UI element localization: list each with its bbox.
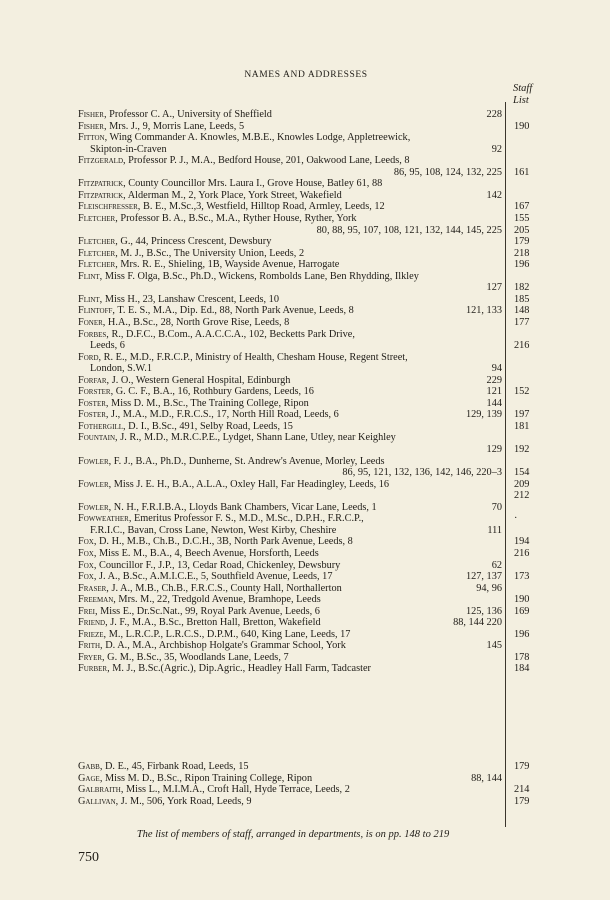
surname: Forster, xyxy=(78,386,114,398)
entry-line xyxy=(78,259,504,271)
surname: Fox, xyxy=(78,547,97,559)
staff-list-page: 216 xyxy=(514,340,530,351)
surname: Fletcher, xyxy=(78,213,118,224)
entry-line xyxy=(78,560,504,572)
entry-line xyxy=(78,761,504,773)
entry-text: Professor P. J., M.A., Bedford House, 201, Oakwood Lane, Leeds, 8 xyxy=(125,155,410,167)
entry-text: Professor B. A., B.Sc., M.A., Ryther House, Ryther, York xyxy=(117,213,357,224)
surname: Foster, xyxy=(78,397,109,409)
surname: Fitzgerald, xyxy=(78,155,126,167)
entry-text: Mrs. J., 9, Morris Lane, Leeds, 5 xyxy=(106,120,245,132)
staff-list-page: 216 xyxy=(514,547,530,559)
entry-line xyxy=(78,444,504,456)
page-references: 127 xyxy=(486,282,502,294)
entry-line xyxy=(78,796,504,808)
entry-text: G. M., B.Sc., 35, Woodlands Lane, Leeds, 7 xyxy=(104,651,289,663)
entry-text: Miss D. M., B.Sc., The Training College, Ripon xyxy=(108,397,309,409)
surname: Gage, xyxy=(78,772,103,784)
entry-line xyxy=(78,663,504,675)
staff-list-page: 169 xyxy=(514,605,530,617)
entry-text: Miss J. E. H., B.A., A.L.A., Oxley Hall, Far Headingley, Leeds, 16 xyxy=(111,478,390,490)
staff-list-page: 161 xyxy=(514,166,530,178)
entry-line xyxy=(78,571,504,583)
entry-line xyxy=(78,398,504,410)
surname: Frieze, xyxy=(78,628,107,640)
entry-line xyxy=(78,109,504,121)
footnote: The list of members of staff, arranged in departments, is on pp. 148 to 219 xyxy=(136,829,450,840)
entry-text: R., D.F.C., B.Com., A.A.C.C.A., 102, Becketts Park Drive, xyxy=(108,328,355,340)
staff-list-page: 185 xyxy=(514,293,530,305)
surname: Fowler, xyxy=(78,478,112,490)
surname: Furber, xyxy=(78,663,110,675)
entry-line xyxy=(78,606,504,618)
page-references: 145 xyxy=(486,640,502,652)
staff-list-page: 218 xyxy=(514,247,530,259)
staff-list-page: 184 xyxy=(514,663,530,675)
staff-list-page: 205 xyxy=(514,224,530,236)
staff-list-page: · xyxy=(514,513,518,525)
entry-text: R. E., M.D., F.R.C.P., Ministry of Health, Chesham House, Regent Street, xyxy=(101,351,408,363)
entry-text: M. J., B.Sc., The University Union, Leeds, 2 xyxy=(117,247,305,259)
surname: Fox, xyxy=(78,559,97,571)
staff-list-page: 154 xyxy=(514,467,530,479)
surname: Fisher, xyxy=(78,120,107,132)
page-references: 125, 136 xyxy=(465,605,502,617)
entry-text: Miss L., M.I.M.A., Croft Hall, Hyde Terrace, Leeds, 2 xyxy=(123,784,350,795)
entry-text: Miss F. Olga, B.Sc., Ph.D., Wickens, Rombolds Lane, Ben Rhydding, Ilkley xyxy=(102,270,419,282)
entry-text: J. A., B.Sc., A.M.I.C.E., 5, Southfield Avenue, Leeds, 17 xyxy=(96,571,333,582)
entry-line xyxy=(78,432,504,444)
surname: Flint, xyxy=(78,293,103,305)
staff-list-page: 182 xyxy=(514,282,530,294)
surname: Fletcher, xyxy=(78,259,118,271)
entry-line xyxy=(78,548,504,560)
entry-text: F. J., B.A., Ph.D., Dunherne, St. Andrew's Avenue, Morley, Leeds xyxy=(111,455,385,467)
page-references: 88, 144 220 xyxy=(453,617,502,629)
staff-list-page: 155 xyxy=(514,213,530,224)
entry-line xyxy=(78,456,504,468)
page-references: 129 xyxy=(486,444,502,455)
surname: Foner, xyxy=(78,316,106,328)
entry-line xyxy=(78,629,504,641)
entry-text: T. E. S., M.A., Dip. Ed., 88, North Park Avenue, Leeds, 8 xyxy=(114,305,354,317)
staff-list-page: 181 xyxy=(514,420,530,432)
entry-text: M. J., B.Sc.(Agric.), Dip.Agric., Headley Hall Farm, Tadcaster xyxy=(109,663,371,675)
entry-text: J. A., M.B., Ch.B., F.R.C.S., County Hall, Northallerton xyxy=(108,582,342,594)
entry-text: F.R.I.C., Bavan, Cross Lane, Newton, West Kirby, Cheshire xyxy=(90,524,337,536)
surname: Foster, xyxy=(78,409,109,421)
entry-line xyxy=(78,305,504,317)
entry-text: Leeds, 6 xyxy=(90,340,125,351)
surname: Frei, xyxy=(78,605,98,617)
staff-header-line-2: List xyxy=(513,95,529,106)
surname: Flintoff, xyxy=(78,305,115,317)
entry-text: Alderman M., 2, York Place, York Street, Wakefield xyxy=(125,189,342,201)
staff-list-page: 196 xyxy=(514,628,530,640)
entry-line xyxy=(90,144,504,156)
entry-line xyxy=(78,386,504,398)
entry-line xyxy=(78,132,504,144)
entry-text: N. H., F.R.I.B.A., Lloyds Bank Chambers, Vicar Lane, Leeds, 1 xyxy=(111,501,377,513)
surname: Fitzpatrick, xyxy=(78,178,126,190)
surname: Fletcher, xyxy=(78,247,118,259)
surname: Fothergill, xyxy=(78,420,126,432)
surname: Fraser, xyxy=(78,582,109,594)
staff-list-page: 167 xyxy=(514,201,530,213)
entry-text: County Councillor Mrs. Laura I., Grove House, Batley 61, 88 xyxy=(125,178,383,190)
entry-line xyxy=(78,479,504,491)
page-references: 94 xyxy=(491,363,502,375)
entry-line xyxy=(78,784,504,796)
staff-list-page: 177 xyxy=(514,316,530,328)
entry-line xyxy=(78,178,504,190)
entry-line xyxy=(78,190,504,202)
staff-list-page: 179 xyxy=(514,760,530,772)
entry-line xyxy=(78,248,504,260)
entry-text: J. M., 506, York Road, Leeds, 9 xyxy=(118,795,252,807)
page-heading: NAMES AND ADDRESSES xyxy=(244,70,368,80)
surname: Fountain, xyxy=(78,432,118,444)
surname: Galbraith, xyxy=(78,784,124,795)
page-references: 144 xyxy=(486,397,502,409)
staff-list-page: 190 xyxy=(514,120,530,132)
entry-line xyxy=(78,213,504,225)
entry-text: G., 44, Princess Crescent, Dewsbury xyxy=(117,236,272,248)
entry-text: Councillor F., J.P., 13, Cedar Road, Chickenley, Dewsbury xyxy=(96,559,341,571)
page-references: 86, 95, 108, 124, 132, 225 xyxy=(393,166,502,178)
staff-list-page: 173 xyxy=(514,571,530,582)
staff-list-page: 214 xyxy=(514,784,530,795)
staff-list-page: 212 xyxy=(514,490,530,502)
surname: Fisher, xyxy=(78,109,107,120)
entry-text: London, S.W.1 xyxy=(90,363,152,375)
surname: Gallivan, xyxy=(78,795,119,807)
entry-line xyxy=(90,340,504,352)
surname: Fletcher, xyxy=(78,236,118,248)
staff-list-page: 209 xyxy=(514,478,530,490)
entry-line xyxy=(78,640,504,652)
surname: Freeman, xyxy=(78,594,116,606)
entry-text: Miss E. M., B.A., 4, Beech Avenue, Horsforth, Leeds xyxy=(96,547,319,559)
page-number: 750 xyxy=(78,850,99,865)
entry-line xyxy=(78,282,504,294)
entry-line xyxy=(78,409,504,421)
entry-line xyxy=(78,513,504,525)
entry-line xyxy=(78,536,504,548)
entry-line xyxy=(78,121,504,133)
staff-list-page: 148 xyxy=(514,305,530,317)
entry-line xyxy=(78,594,504,606)
entry-line xyxy=(78,352,504,364)
entry-line xyxy=(78,502,504,514)
staff-list-page: 197 xyxy=(514,409,530,421)
entry-text: J. R., M.D., M.R.C.P.E., Lydget, Shann Lane, Utley, near Keighley xyxy=(117,432,396,444)
staff-list-page: 152 xyxy=(514,386,530,398)
entry-line xyxy=(78,490,504,502)
entry-text: H.A., B.Sc., 28, North Grove Rise, Leeds, 8 xyxy=(105,316,290,328)
entry-text: Mrs. R. E., Shieling, 1B, Wayside Avenue, Harrogate xyxy=(117,259,340,271)
staff-list-page: 196 xyxy=(514,259,530,271)
staff-list-page: 194 xyxy=(514,536,530,548)
surname: Fowweather, xyxy=(78,513,132,525)
page-references: 121, 133 xyxy=(465,305,502,317)
surname: Fitton, xyxy=(78,132,108,144)
entry-line xyxy=(78,375,504,387)
entry-text: D. I., B.Sc., 491, Selby Road, Leeds, 15 xyxy=(125,420,293,432)
entry-line xyxy=(78,201,504,213)
entry-text: M., L.R.C.P., L.R.C.S., D.P.M., 640, King Lane, Leeds, 17 xyxy=(106,628,351,640)
page-references: 129, 139 xyxy=(465,409,502,421)
staff-list-page: 190 xyxy=(514,594,530,606)
entry-line xyxy=(78,155,504,167)
page-references: 70 xyxy=(491,501,502,513)
entry-text: G. C. F., B.A., 16, Rothbury Gardens, Leeds, 16 xyxy=(113,386,314,398)
entry-text: Professor C. A., University of Sheffield xyxy=(106,109,272,120)
page-references: 92 xyxy=(491,143,502,155)
page-references: 80, 88, 95, 107, 108, 121, 132, 144, 145, 225 xyxy=(316,224,502,236)
surname: Fowler, xyxy=(78,455,112,467)
surname: Gabb, xyxy=(78,760,103,772)
entry-line xyxy=(78,617,504,629)
entry-text: Miss E., Dr.Sc.Nat., 99, Royal Park Avenue, Leeds, 6 xyxy=(97,605,320,617)
staff-list-page: 179 xyxy=(514,795,530,807)
surname: Ford, xyxy=(78,351,102,363)
entry-text: B. E., M.Sc.,3, Westfield, Hilltop Road, Armley, Leeds, 12 xyxy=(140,201,385,213)
page-references: 229 xyxy=(486,374,502,386)
surname: Forfar, xyxy=(78,374,110,386)
page-references: 62 xyxy=(491,559,502,571)
entry-line xyxy=(78,583,504,595)
entry-line xyxy=(78,317,504,329)
surname: Flint, xyxy=(78,270,103,282)
surname: Frith, xyxy=(78,640,103,652)
staff-header-line-1: Staff xyxy=(513,83,533,94)
page-references: 121 xyxy=(486,386,502,398)
entry-text: J., M.A., M.D., F.R.C.S., 17, North Hill Road, Leeds, 6 xyxy=(108,409,339,421)
page-references: 142 xyxy=(486,189,502,201)
surname: Fox, xyxy=(78,536,97,548)
entry-text: Miss H., 23, Lanshaw Crescent, Leeds, 10 xyxy=(102,293,279,305)
surname: Fitzpatrick, xyxy=(78,189,126,201)
entry-text: J. F., M.A., B.Sc., Bretton Hall, Bretton, Wakefield xyxy=(107,617,321,629)
entry-line xyxy=(90,525,504,537)
entry-line xyxy=(78,467,504,479)
page-references: 127, 137 xyxy=(465,571,502,582)
entry-line xyxy=(78,773,504,785)
entry-line xyxy=(90,363,504,375)
page-references: 86, 95, 121, 132, 136, 142, 146, 220–3 xyxy=(342,467,502,479)
page-references: 111 xyxy=(487,524,502,536)
entry-line xyxy=(78,421,504,433)
surname: Fryer, xyxy=(78,651,105,663)
entry-text: D. A., M.A., Archbishop Holgate's Grammar School, York xyxy=(102,640,346,652)
staff-list-page: 179 xyxy=(514,236,530,248)
entry-text: D. H., M.B., Ch.B., D.C.H., 3B, North Park Avenue, Leeds, 8 xyxy=(96,536,353,548)
staff-list-page: 192 xyxy=(514,444,530,455)
entry-line xyxy=(78,294,504,306)
entry-line xyxy=(78,271,504,283)
surname: Fleischfresser, xyxy=(78,201,141,213)
page-references: 228 xyxy=(486,109,502,120)
surname: Fowler, xyxy=(78,501,112,513)
column-divider xyxy=(505,102,506,827)
entry-line xyxy=(78,225,504,237)
staff-list-header xyxy=(513,83,532,107)
entry-text: Mrs. M., 22, Tredgold Avenue, Bramhope, Leeds xyxy=(115,594,321,606)
page-references: 94, 96 xyxy=(476,582,502,594)
page-references: 88, 144 xyxy=(471,772,502,784)
surname: Fox, xyxy=(78,571,97,582)
entry-line xyxy=(78,652,504,664)
entry-text: Emeritus Professor F. S., M.D., M.Sc., D.P.H., F.R.C.P., xyxy=(131,513,364,525)
entry-line xyxy=(78,167,504,179)
entry-line xyxy=(78,329,504,341)
entry-text: Skipton-in-Craven xyxy=(90,143,167,155)
entry-text: Wing Commander A. Knowles, M.B.E., Knowles Lodge, Appletreewick, xyxy=(107,132,411,144)
entry-text: Miss M. D., B.Sc., Ripon Training College, Ripon xyxy=(102,772,313,784)
staff-list-page: 178 xyxy=(514,651,530,663)
entry-line xyxy=(78,236,504,248)
surname: Forbes, xyxy=(78,328,109,340)
surname: Friend, xyxy=(78,617,108,629)
entry-text: D. E., 45, Firbank Road, Leeds, 15 xyxy=(102,760,249,772)
entry-text: J. O., Western General Hospital, Edinburgh xyxy=(109,374,291,386)
